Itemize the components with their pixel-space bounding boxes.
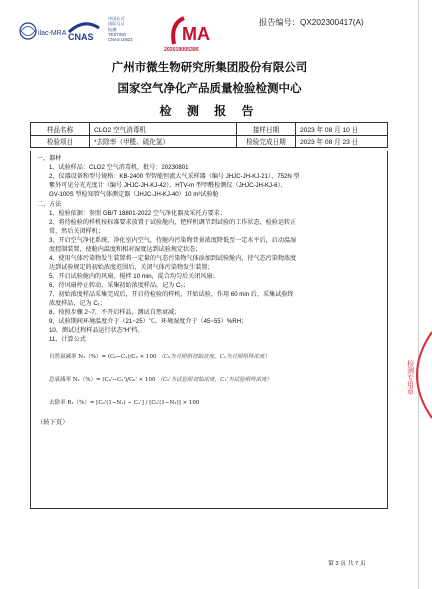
formula-total-decay xyxy=(49,375,272,383)
formula-text: 去除率 R₁（%）= [C₀'(1−N₁) − C₁'] / [C₀'(1−N₁)] × 100 xyxy=(49,400,200,406)
ilac-text: ilac-MRA xyxy=(38,30,67,37)
organization-name: 广州市微生物研究所集团股份有限公司 xyxy=(111,62,308,74)
formula-removal-rate xyxy=(49,398,199,406)
list-item: 1、检验依据：参照 GB/T 18801-2022 空气净化器及采托方要求； xyxy=(49,210,226,217)
side-seal xyxy=(398,330,432,420)
cma-text: MA xyxy=(182,24,210,44)
sample-name: CLO2 空气消毒机 xyxy=(90,123,237,136)
sample-name-label: 样品名称 xyxy=(31,123,90,136)
list-item: 2、仪器设备和型号规格：KB-2400 型智能恒流大气采样器（编号 JHJC-JH-KJ-21）、752N 型 xyxy=(49,173,300,180)
center-name: 国家空气净化产品质量检验检测中心 xyxy=(117,83,302,95)
finish-date: 2023 年 08 月 23 日 xyxy=(296,135,388,148)
formula-text: 总衰减率 N₂（%）= (C₀'−C₁')/C₀' × 100 xyxy=(49,377,156,383)
list-item: 8、按照步骤 2~7，不开启样品，测试自然衰减； xyxy=(49,309,181,316)
test-item-label: 检验项目 xyxy=(31,135,90,148)
cnas-line: CNAS L0623 xyxy=(108,37,133,43)
list-item: 5、开启试验舱内的风扇，搅拌 10 min，混合均匀后关闭风扇； xyxy=(49,273,219,280)
list-item: 10、测试过程样品运行状态“H”档。 xyxy=(49,327,144,334)
list-item: 3、开启空气净化系统，净化室内空气，待舱内污染物背景浓度降低至一定水平后，启动温湿 xyxy=(49,237,297,244)
ilac-mra-logo xyxy=(18,20,67,44)
cnas-line: 检测 xyxy=(108,26,117,32)
list-item: 达到试验规定的初始浓度范围后，关闭气体污染物发生装置； xyxy=(49,264,214,271)
formula-natural-decay xyxy=(49,352,270,360)
receive-date: 2023 年 08 月 10 日 xyxy=(296,123,388,136)
list-item: 4、使用气体污染物发生装置将一定量的气态污染物气体添加到试验舱内，待气态污染物浓度 xyxy=(49,255,297,262)
test-item: *去除率（甲醛、硫化氢） xyxy=(90,135,237,148)
list-item: 常，然后关闭样机； xyxy=(49,228,104,235)
list-item: 紫外可见分光光度计（编号 JHJC-JH-KJ-42）、HTV-m 型甲醛检测仪（JHJC-JH-KJ-6）、 xyxy=(49,182,287,189)
formula-text: 自然衰减率 N₁（%）= (C₀−C₁)/C₀ × 100 xyxy=(49,354,157,360)
report-number-label: 报告编号： xyxy=(259,18,300,27)
list-item: GV-100S 型检知管气体测定器（JHJC-JH-KJ-40）10 m³试验舱 xyxy=(49,191,219,198)
report-body xyxy=(30,151,388,509)
cnas-text: CNAS xyxy=(68,32,94,42)
certification-logos xyxy=(18,14,268,53)
receive-date-label: 接样日期 xyxy=(237,123,296,136)
list-item: 1、试验样品：CLO2 空气消毒机，批号：20230801 xyxy=(49,164,189,171)
sample-info-table xyxy=(30,122,388,148)
list-item: 9、试验期间环境温度介于（21~25）℃，环境湿度介于（45~55）%RH； xyxy=(49,318,248,325)
list-item: 11、计算公式 xyxy=(49,336,86,343)
continued-text: （转下页） xyxy=(37,419,69,426)
list-item: 6、待风扇停止转动，采集初始浓度样品，记为 C₀； xyxy=(49,282,189,289)
list-item: 浓度样品，记为 C₁； xyxy=(49,300,106,307)
section-title-equipment: 一、器材 xyxy=(37,155,62,162)
table-row xyxy=(31,123,388,136)
section-title-method: 二、方法 xyxy=(37,201,62,208)
list-item: 度控制装置，使舱内温度和相对湿度达到试验规定状态； xyxy=(49,246,202,253)
seal-text: 检测专用章 xyxy=(406,360,414,395)
table-row xyxy=(31,135,388,148)
formula-note: （C₀'为试验组初始浓度，C₁'为试验组终浓度） xyxy=(157,377,273,383)
cnas-caption xyxy=(108,16,154,42)
page-number: 第 3 页 共 7 页 xyxy=(328,561,366,567)
report-number-value: QX202300417(A) xyxy=(299,18,364,27)
cnas-line: 中国认可 xyxy=(108,16,125,21)
report-title: 检 测 报 告 xyxy=(159,104,260,118)
cnas-logo xyxy=(66,18,102,44)
finish-date-label: 检验完成日期 xyxy=(237,135,296,148)
list-item: 7、初始浓度样品采集完成后，开启待检验的样机，开始试验，作用 60 min 后，采集试验终 xyxy=(49,291,294,298)
cnas-line: 国际互认 xyxy=(108,21,125,27)
report-number xyxy=(259,17,364,28)
cma-logo xyxy=(168,14,214,50)
cma-number: 202019005395 xyxy=(164,47,199,53)
list-item: 2、将待检验的样机按标准要求放置于试验舱内，把样机调节到试验的工作状态，检验运转正 xyxy=(49,219,297,226)
formula-note: （C₀为对照组初始浓度，C₁为对照组终浓度） xyxy=(158,354,271,360)
cnas-line: TESTING xyxy=(108,31,127,37)
